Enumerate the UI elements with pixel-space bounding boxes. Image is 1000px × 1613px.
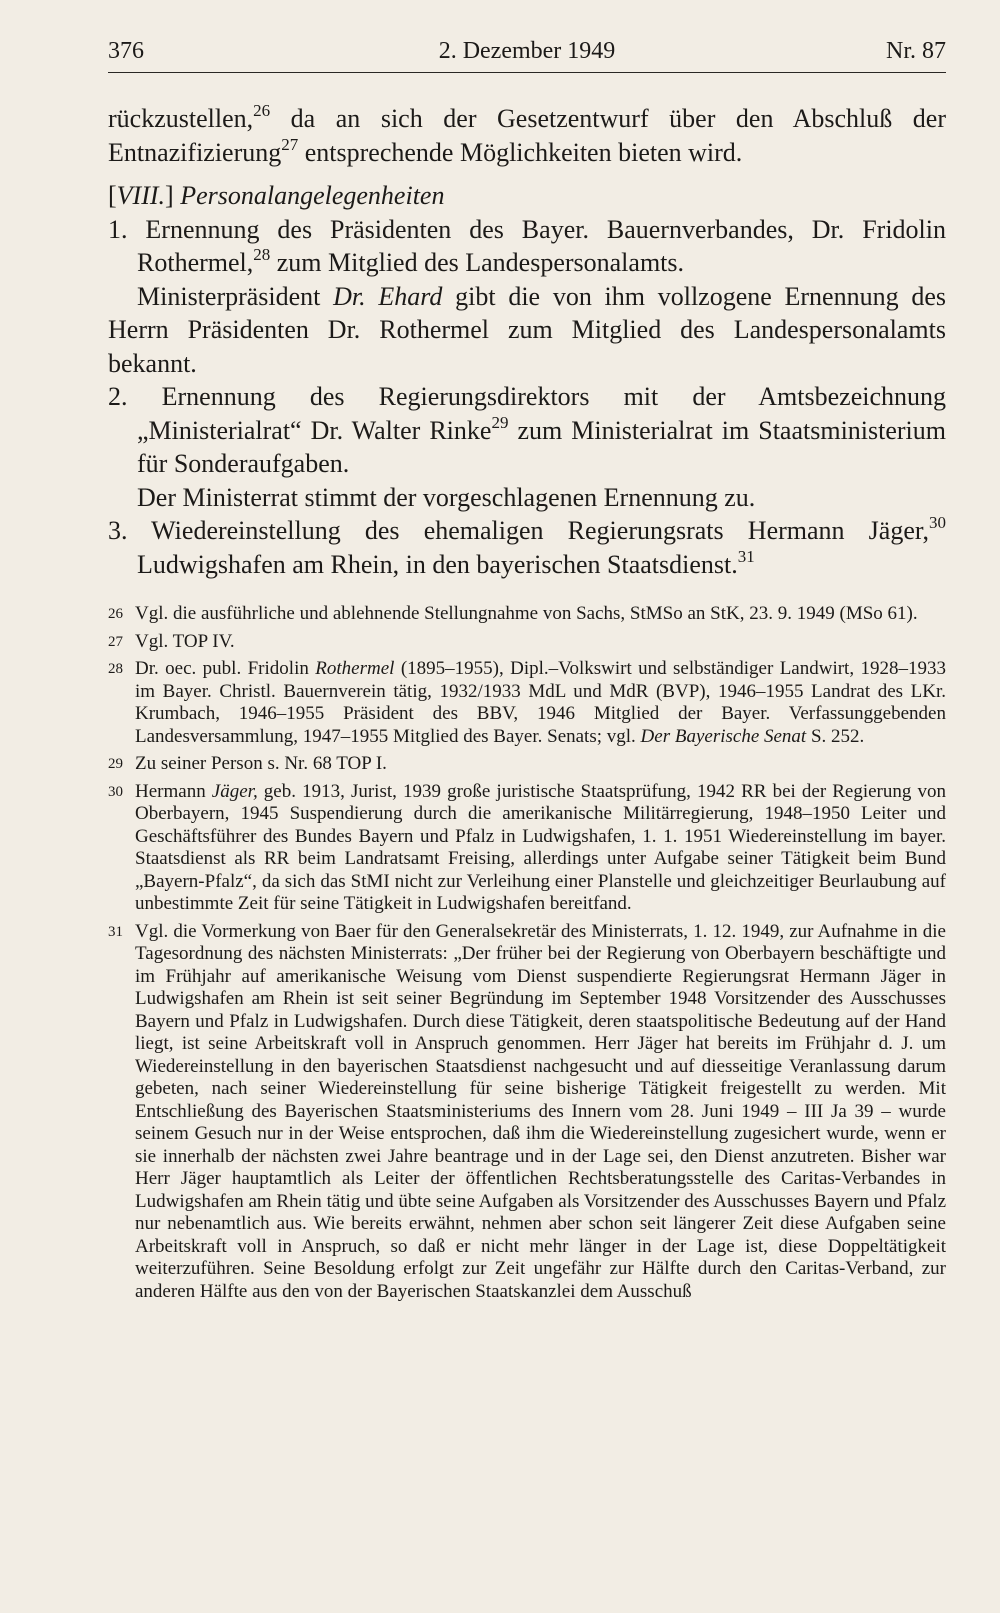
agenda-item-1: 1. Ernennung des Präsidenten des Bayer. Bauernverbandes, Dr. Fridolin Rothermel,$^{28}$ zum Mitglied des Landespersonalamts. — [108, 214, 946, 277]
footnote-29 — [108, 753, 946, 776]
footnote-ref-28[interactable]: 28 — [253, 245, 271, 264]
main-text — [108, 102, 946, 581]
footnote-ref-27[interactable]: 27 — [281, 134, 299, 154]
footnote-text: Vgl. die ausführliche und ablehnende Stellungnahme von Sachs, StMSo an StK, 23. 9. 1949 (MSo 61). — [135, 603, 918, 624]
footnote-number: 27 — [108, 633, 123, 650]
footnotes — [108, 603, 946, 1308]
footnote-27 — [108, 631, 946, 654]
footnote-text: Vgl. die Vormerkung von Baer für den Generalsekretär des Ministerrats, 1. 12. 1949, zur Aufnahme in die Tagesordnung des nächsten Ministerrats: „Der früher bei der Regierung von Oberbayern beschäftigte und im Frühjahr auf amerikanische Weisung vom Dienst suspendierte Regierungsrat Hermann Jäger in Ludwigshafen am Rhein ist seit seiner Begründung im September 1948 Vorsitzender des Ausschusses Bayern und Pfalz in Ludwigshafen. Durch diese Tätigkeit, deren staatspolitische Bedeutung auf der Hand liegt, ist seine Arbeitskraft voll in Anspruch genommen. Herr Jäger hat bereits im Frühjahr d. J. um Wiedereinstellung in den bayerischen Staatsdienst nachgesucht und auf diesseitige Veranlassung darum gebeten, nach seiner Wiedereinstellung für seine bisherige Tätigkeit freigestellt zu werden. Mit Entschließung des Bayerischen Staatsministeriums des Innern vom 28. Juni 1949 – III Ja 39 – wurde seinem Gesuch nur in der Weise entsprochen, daß ihm die Wiedereinstellung zugesichert wurde, wenn er sie innerhalb der nächsten zwei Jahre beantrage und in der Lage sei, den Dienst anzutreten. Bisher war Herr Jäger hauptamtlich als Leiter der öffentlichen Rechtsberatungsstelle des Caritas-Verbandes in Ludwigshafen am Rhein tätig und übte seine Aufgaben als Vorsitzender des Ausschusses Bayern und Pfalz nur nebenamtlich aus. Wie bereits erwähnt, nehmen aber schon seit längerer Zeit diese Aufgaben seine Arbeitskraft voll in Anspruch, so daß er nicht mehr länger in der Lage ist, diese Doppeltätigkeit weiterzuführen. Seine Besoldung erfolgt zur Zeit ungefähr zur Hälfte durch den Caritas-Verband, zur anderen Hälfte aus den von der Bayerischen Staatskanzlei dem Ausschuß — [135, 920, 946, 1302]
footnote-ref-26[interactable]: 26 — [253, 101, 271, 120]
running-header — [108, 38, 946, 70]
section-heading: [VIII.] Personalangelegenheiten — [108, 181, 445, 210]
footnote-26 — [108, 603, 946, 626]
agenda-item-2: 2. Ernennung des Regierungsdirektors mit der Amtsbezeichnung „Ministerialrat“ Dr. Walter Rinke$^{29}$ zum Ministerialrat im Staatsministerium für Sonderaufgaben. — [108, 382, 946, 478]
paragraph-continuation: rückzustellen,$^{26}$ da an sich der Gesetzentwurf über den Abschluß der Entnazifizierung$^{27}$ entsprechende Möglichkeiten bieten wird. — [108, 101, 946, 167]
footnote-text: Hermann Jäger, geb. 1913, Jurist, 1939 große juristische Staatsprüfung, 1942 RR bei der Regierung von Oberbayern, 1945 Suspendierung durch die amerikanische Militärregierung, 1948–1950 Leiter und Geschäftsführer des Bundes Bayern und Pfalz in Ludwigshafen, 1. 1. 1951 Wiedereinstellung im bayer. Staatsdienst als RR beim Landratsamt Freising, allerdings unter Aufgabe seiner Tätigkeit beim Bund „Bayern-Pfalz“, da sich das StMI nicht zur Verleihung einer Planstelle und gleichzeitiger Beurlaubung auf unbestimmte Zeit für seine Tätigkeit in Ludwigshafen bereitfand. — [135, 780, 946, 914]
footnote-number: 31 — [108, 923, 123, 940]
document-page — [108, 0, 946, 1613]
footnote-number: 26 — [108, 606, 123, 622]
footnote-31 — [108, 921, 946, 1304]
footnote-28 — [108, 658, 946, 748]
footnote-number: 30 — [108, 783, 123, 800]
paragraph-ehard: Ministerpräsident Dr. Ehard gibt die von ihm vollzogene Ernennung des Herrn Präsidenten Dr. Rothermel zum Mitglied des Landespersonalamts bekannt. — [108, 281, 946, 378]
page-number: 376 — [108, 38, 144, 64]
header-rule — [108, 72, 946, 73]
section-title: Personalangelegenheiten — [180, 181, 445, 210]
document-number: Nr. 87 — [886, 38, 946, 64]
footnote-number: 28 — [108, 661, 123, 677]
footnote-ref-29[interactable]: 29 — [491, 412, 509, 432]
footnote-text: Dr. oec. publ. Fridolin Rothermel (1895–1955), Dipl.–Volkswirt und selbständiger Landwirt, 1928–1933 im Bayer. Christl. Bauernverein tätig, 1932/1933 MdL und MdR (BVP), 1946–1955 Landrat des LKr. Krumbach, 1946–1955 Präsident des BBV, 1946 Mitglied der Bayer. Verfassunggebenden Landesversammlung, 1947–1955 Mitglied des Bayer. Senats; vgl. Der Bayerische Senat S. 252. — [135, 658, 946, 747]
footnote-number: 29 — [108, 756, 123, 772]
header-date: 2. Dezember 1949 — [438, 38, 616, 64]
section-numeral: VIII. — [116, 181, 166, 210]
footnote-text: Zu seiner Person s. Nr. 68 TOP I. — [135, 753, 387, 774]
footnote-ref-30[interactable]: 30 — [929, 513, 946, 532]
footnote-30 — [108, 781, 946, 916]
paragraph-decision: Der Ministerrat stimmt der vorgeschlagenen Ernennung zu. — [137, 482, 756, 512]
footnote-ref-31[interactable]: 31 — [737, 546, 755, 566]
agenda-item-3: 3. Wiedereinstellung des ehemaligen Regierungsrats Hermann Jäger,$^{30}$ Ludwigshafen am Rhein, in den bayerischen Staatsdienst.$^{31}$ — [108, 513, 946, 579]
footnote-text: Vgl. TOP IV. — [135, 630, 235, 652]
